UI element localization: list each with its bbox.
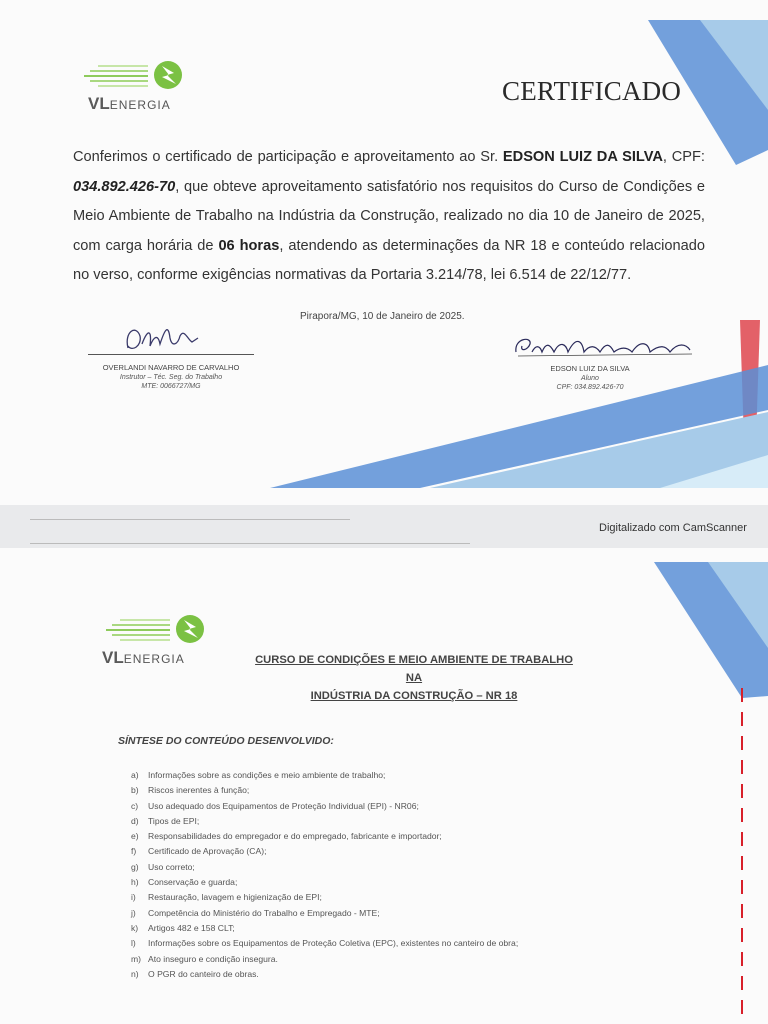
company-logo: [78, 60, 208, 115]
list-item: k) Artigos 482 e 158 CLT;: [131, 922, 235, 933]
scan-edge-line: [30, 543, 470, 544]
list-item: c) Uso adequado dos Equipamentos de Proteção Individual (EPI) - NR06;: [131, 800, 419, 811]
certificate-title: CERTIFICADO: [502, 76, 682, 106]
course-title: CURSO DE CONDIÇÕES E MEIO AMBIENTE DE TRABALHO NA INDÚSTRIA DA CONSTRUÇÃO – NR 18: [255, 654, 573, 702]
list-item: i) Restauração, lavagem e higienização de EPI;: [131, 892, 322, 903]
instructor-signature: [118, 318, 208, 358]
list-item: h) Conservação e guarda;: [131, 877, 238, 888]
synthesis-heading: SÍNTESE DO CONTEÚDO DESENVOLVIDO:: [118, 735, 334, 747]
instructor-name: OVERLANDI NAVARRO DE CARVALHO: [102, 363, 240, 372]
certificate-body: Conferimos o certificado de participação e aproveitamento ao Sr. EDSON LUIZ DA SILVA, CPF: 034.892.426-70, que obteve aproveitamento satisfatório nos requisitos do Curso de Condições e Meio Ambiente de Trabalho na Indústria da Construção, realizado no dia 10 de Janeiro de 2025, com carga horária de 06 horas, atendendo as determinações da NR 18 e conteúdo relacionado no verso, conforme exigências normativas da Portaria 3.214/78, lei 6.514 de 22/12/77.: [73, 149, 705, 284]
student-sig-name: EDSON LUIZ DA SILVA: [550, 364, 630, 373]
list-item: j) Competência do Ministério do Trabalho e Empregado - MTE;: [131, 907, 380, 918]
list-item: f) Certificado de Aprovação (CA);: [131, 846, 267, 857]
place-and-date: Pirapora/MG, 10 de Janeiro de 2025.: [300, 311, 465, 322]
instructor-signature-line: [88, 354, 254, 355]
list-item: d) Tipos de EPI;: [131, 815, 200, 826]
content-list: [131, 770, 518, 984]
company-logo: [100, 614, 230, 669]
list-item: b) Riscos inerentes à função;: [131, 785, 250, 796]
instructor-block: [88, 363, 254, 392]
list-item: l) Informações sobre os Equipamentos de Proteção Coletiva (EPC), existentes no canteiro de obra;: [131, 938, 519, 949]
instructor-role: Instrutor – Téc. Seg. do Trabalho: [119, 373, 223, 381]
logo-emblem-icon: [100, 614, 210, 648]
student-name: EDSON LUIZ DA SILVA: [502, 149, 663, 165]
student-signature: [510, 330, 695, 364]
certificate-page: [0, 0, 768, 505]
scan-edge-line: [30, 519, 350, 520]
logo-wordmark: VLENERGIA: [88, 94, 171, 113]
list-item: m) Ato inseguro e condição insegura.: [131, 953, 278, 964]
list-item: a) Informações sobre as condições e meio ambiente de trabalho;: [131, 770, 386, 780]
course-hours: 06 horas: [218, 237, 280, 254]
instructor-registration: MTE: 0066727/MG: [141, 383, 201, 390]
list-item: e) Responsabilidades do empregador e do empregado, fabricante e importador;: [131, 831, 442, 842]
logo-wordmark: VLENERGIA: [102, 648, 185, 667]
student-cpf: 034.892.426-70: [73, 178, 176, 195]
list-item: n) O PGR do canteiro de obras.: [131, 968, 259, 979]
student-role: Aluno: [581, 374, 599, 382]
student-sig-cpf: CPF: 034.892.426-70: [556, 384, 624, 391]
list-item: g) Uso correto;: [131, 861, 195, 872]
student-block: [520, 364, 660, 393]
logo-emblem-icon: [78, 60, 188, 94]
scanner-watermark: Digitalizado com CamScanner: [599, 522, 747, 534]
